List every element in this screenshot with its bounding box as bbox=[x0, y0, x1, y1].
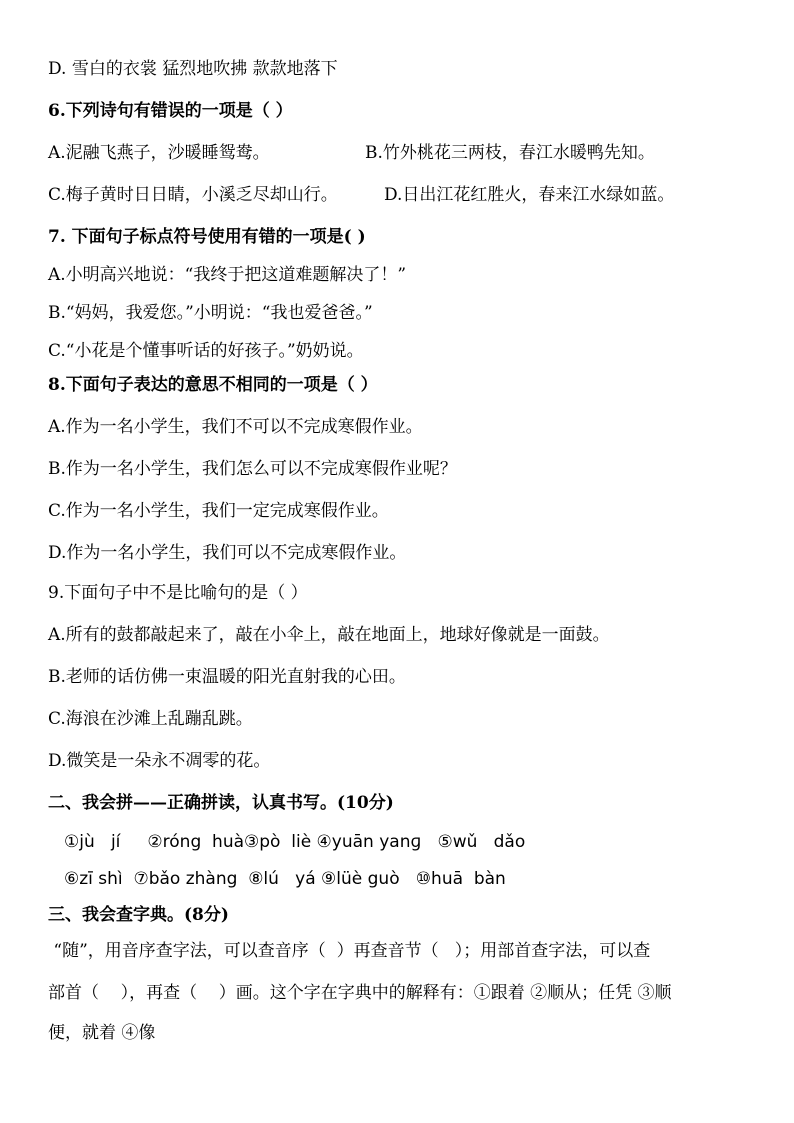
pinyin-row-1: ①jù jí ②róng huà③pò liè ④yuān yanɡ ⑤wǔ dǎo bbox=[64, 832, 526, 852]
question-8-title: 8.下面句子表达的意思不相同的一项是（ ） bbox=[48, 375, 378, 395]
question-8-option-a: A.作为一名小学生，我们不可以不完成寒假作业。 bbox=[48, 417, 423, 437]
question-9-option-c: C.海浪在沙滩上乱蹦乱跳。 bbox=[48, 709, 253, 729]
question-6-option-c: C.梅子黄时日日睛，小溪乏尽却山行。 bbox=[48, 185, 338, 205]
question-8-option-d: D.作为一名小学生，我们可以不完成寒假作业。 bbox=[48, 543, 407, 563]
question-6-title: 6.下列诗句有错误的一项是（ ） bbox=[48, 101, 293, 121]
pinyin-row-2: ⑥zī shì ⑦bǎo zhàng ⑧lú yá ⑨lüè guò ⑩huā bàn bbox=[64, 869, 506, 889]
question-7-option-b: B.“妈妈，我爱您。”小明说：“我也爱爸爸。” bbox=[48, 303, 373, 323]
question-8-option-c: C.作为一名小学生，我们一定完成寒假作业。 bbox=[48, 501, 389, 521]
question-7-option-a: A.小明高兴地说：“我终于把这道难题解决了！” bbox=[48, 265, 407, 285]
section-3-paragraph-line-1: “随”，用音序查字法，可以查音序（ ）再查音节（ ）；用部首查字法，可以查 bbox=[48, 941, 651, 961]
section-2-title: 二、我会拼——正确拼读，认真书写。(10分) bbox=[48, 793, 394, 813]
question-6-option-b: B.竹外桃花三两枝，春江水暖鸭先知。 bbox=[365, 143, 655, 163]
question-5-option-d: D. 雪白的衣裳 猛烈地吹拂 款款地落下 bbox=[48, 59, 338, 79]
question-7-option-c: C.“小花是个懂事听话的好孩子。”奶奶说。 bbox=[48, 341, 364, 361]
question-8-option-b: B.作为一名小学生，我们怎么可以不完成寒假作业呢？ bbox=[48, 459, 457, 479]
section-3-title: 三、我会查字典。(8分) bbox=[48, 905, 229, 925]
section-3-paragraph-line-2: 部首（ ），再查（ ）画。这个字在字典中的解释有：①跟着 ②顺从；任凭 ③顺 bbox=[48, 983, 672, 1003]
question-6-option-a: A.泥融飞燕子，沙暖睡鸳鸯。 bbox=[48, 143, 270, 163]
section-3-paragraph-line-3: 便，就着 ④像 bbox=[48, 1023, 156, 1043]
question-9-title: 9.下面句子中不是比喻句的是（ ） bbox=[48, 583, 308, 603]
question-7-title: 7. 下面句子标点符号使用有错的一项是( ) bbox=[48, 227, 366, 247]
question-9-option-d: D.微笑是一朵永不凋零的花。 bbox=[48, 751, 271, 771]
question-6-option-d: D.日出江花红胜火，春来江水绿如蓝。 bbox=[384, 185, 675, 205]
question-9-option-b: B.老师的话仿佛一束温暖的阳光直射我的心田。 bbox=[48, 667, 406, 687]
question-9-option-a: A.所有的鼓都敲起来了，敲在小伞上，敲在地面上，地球好像就是一面鼓。 bbox=[48, 625, 610, 645]
